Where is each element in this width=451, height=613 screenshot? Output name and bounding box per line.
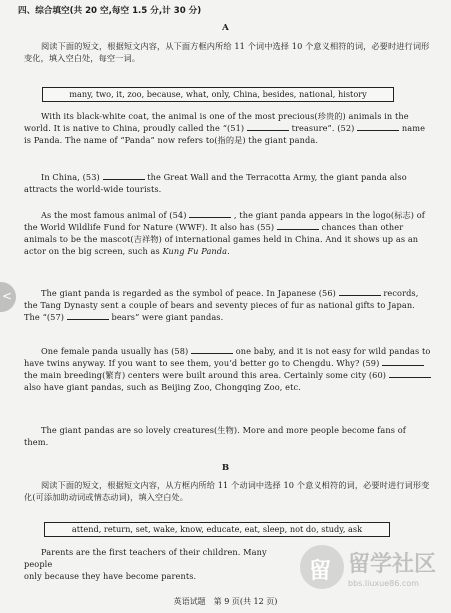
paragraph-text: one baby, and it is not easy for wild pandas to have twins anyway. If you want to see them, you’d better go to Chengdu. Why? (59) [24, 346, 431, 368]
page-footer: 英语试题 第 9 页(共 12 页) [173, 597, 278, 606]
blank-53[interactable] [103, 171, 145, 180]
section-a-instruction: 阅读下面的短文，根据短文内容，从下面方框内所给 11 个词中选择 10 个意义相符的词，必要时进行词形变化，填入空白处，每空一词。 [24, 41, 430, 63]
blank-59[interactable] [382, 357, 424, 366]
paragraph-a5 [24, 345, 432, 393]
section-b-letter: B [221, 463, 230, 473]
paragraph-text: One female panda usually has (58) [41, 346, 189, 356]
paragraph-text: In China, (53) [41, 172, 100, 182]
watermark-logo-icon [300, 545, 344, 589]
watermark-logo-glyph: 留 [309, 559, 332, 584]
paragraph-a1 [24, 110, 432, 146]
paragraph-text: bears” were giant pandas. [111, 312, 224, 322]
blank-56[interactable] [339, 287, 381, 296]
paragraph-text: Parents are the first teachers of their children. Many people [24, 547, 267, 569]
paragraph-text: chances than other animals to be the mascot(吉祥物) of international games held in China. And it shows up as an actor on the big screen, such as [24, 222, 419, 256]
section-b-instruction: 阅读下面的短文，根据短文内容，从方框内所给 11 个动词中选择 10 个意义相符的词，必要时进行词形变化(可添加助动词或情态动词)，填入空白处。 [24, 480, 430, 502]
site-watermark [300, 545, 448, 603]
section-a-word-bank: many, two, it, zoo, because, what, only, China, besides, national, history [42, 87, 394, 102]
paragraph-a3 [24, 209, 432, 257]
section-title: 四、综合填空(共 20 空,每空 1.5 分,计 30 分) [18, 6, 202, 16]
movie-title: Kung Fu Panda [162, 246, 228, 256]
paragraph-text: . [227, 246, 230, 256]
paragraph-text: records, the Tang Dynasty sent a couple of bears and seventy pieces of fur as national gifts to Japan. The “(57) [24, 288, 419, 322]
blank-55[interactable] [277, 221, 319, 230]
paragraph-text: As the most famous animal of (54) [41, 210, 187, 220]
paragraph-b1 [24, 546, 294, 570]
watermark-site-name: 留学社区 [348, 552, 437, 577]
blank-52[interactable] [357, 122, 399, 131]
paragraph-b1-cont: only because they have become parents. [24, 571, 197, 581]
previous-page-button[interactable] [0, 282, 16, 312]
blank-51[interactable] [247, 122, 289, 131]
blank-54[interactable] [189, 209, 231, 218]
paragraph-text: also have giant pandas, such as Beijing Zoo, Chongqing Zoo, etc. [24, 382, 301, 392]
paragraph-a4 [24, 287, 432, 323]
paragraph-text: the main breeding(繁育) centers were built around this area. Certainly some city (60) [24, 370, 387, 380]
blank-60[interactable] [389, 369, 431, 378]
blank-57[interactable] [67, 311, 109, 320]
paragraph-a2 [24, 171, 432, 195]
paragraph-text: name is Panda. The name of “Panda” now refers to(指的是) the giant panda. [24, 123, 426, 145]
watermark-site-url: bbs.liuxue86.com [348, 579, 419, 588]
paragraph-text: treasure”. (52) [291, 123, 355, 133]
paragraph-text: , the giant panda appears in the logo(标志) of the World Wildlife Fund for Nature (WWF). It also has (55) [24, 210, 425, 232]
paragraph-text: the Great Wall and the Terracotta Army, the giant panda also attracts the world-wide tourists. [24, 172, 407, 194]
chevron-left-icon: < [2, 289, 13, 303]
paragraph-a6: The giant pandas are so lovely creatures(生物). More and more people become fans of them. [24, 425, 406, 447]
section-b-word-bank: attend, return, set, wake, know, educate, eat, sleep, not do, study, ask [44, 522, 390, 537]
section-a-letter: A [222, 23, 229, 33]
blank-58[interactable] [191, 345, 233, 354]
paragraph-text: With its black-white coat, the animal is one of the most precious(珍贵的) animals in the world. It is native to China, proudly called the “(51) [24, 111, 409, 133]
paragraph-text: The giant panda is regarded as the symbol of peace. In Japanese (56) [41, 288, 336, 298]
